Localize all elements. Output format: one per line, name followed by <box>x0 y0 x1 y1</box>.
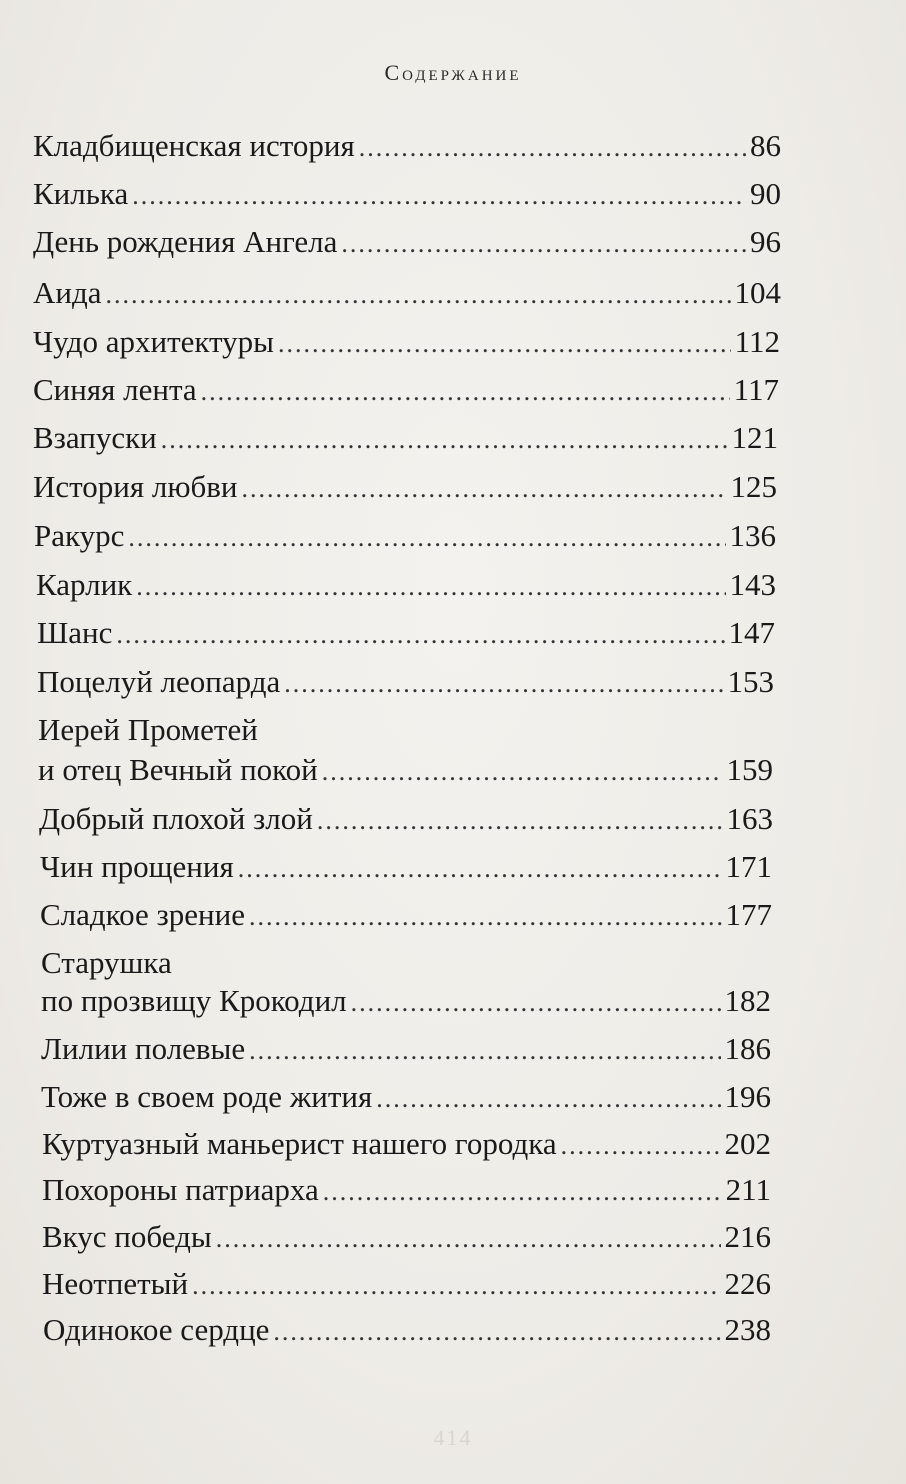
toc-entry-page: 186 <box>724 1031 771 1066</box>
toc-leader-dots <box>192 1264 720 1308</box>
toc-entry-title: Одинокое сердце <box>43 1312 270 1347</box>
toc-entry-title: Аида <box>33 275 102 310</box>
toc-leader-dots <box>273 1310 720 1354</box>
toc-entry <box>36 563 776 607</box>
toc-entry <box>33 271 781 315</box>
toc-entry-title: и отец Вечный покой <box>38 752 318 787</box>
toc-leader-dots <box>249 1029 720 1073</box>
toc-leader-dots <box>132 174 746 218</box>
toc-entry-title: Килька <box>33 176 129 211</box>
toc-entry-title: Неотпетый <box>42 1266 189 1301</box>
toc-entry <box>33 368 779 412</box>
toc-entry <box>41 979 771 1023</box>
toc-entry-page: 171 <box>725 849 772 884</box>
toc-entry <box>39 797 773 841</box>
toc-entry-title: День рождения Ангела <box>33 224 338 259</box>
toc-entry-page: 226 <box>724 1266 771 1301</box>
toc-leader-dots <box>238 847 722 891</box>
toc-entry-title: Поцелуй леопарда <box>37 664 281 699</box>
page-heading: Содержание <box>384 60 522 85</box>
toc-leader-dots <box>136 565 725 609</box>
toc-entry-page: 125 <box>730 469 777 504</box>
toc-entry <box>37 611 775 655</box>
toc-leader-dots <box>322 750 723 794</box>
toc-entry <box>41 1075 771 1119</box>
toc-entry-title: Карлик <box>36 567 133 602</box>
toc-leader-dots <box>284 662 723 706</box>
toc-entry-page: 159 <box>726 752 773 787</box>
toc-leader-dots <box>317 799 723 843</box>
toc-entry <box>33 320 780 364</box>
toc-entry-page: 86 <box>750 128 781 163</box>
toc-entry <box>37 660 774 704</box>
toc-entry-page: 104 <box>734 275 781 310</box>
toc-entry <box>42 1122 771 1166</box>
toc-entry-page: 112 <box>734 324 780 359</box>
toc-leader-dots <box>323 1170 722 1214</box>
toc-leader-dots <box>216 1217 721 1261</box>
toc-leader-dots <box>376 1077 720 1121</box>
toc-leader-dots <box>128 516 725 560</box>
toc-leader-dots <box>161 418 728 462</box>
toc-entry <box>33 172 781 216</box>
toc-entry <box>42 1215 771 1259</box>
toc-entry-page: 143 <box>729 567 776 602</box>
toc-entry-title: История любви <box>33 469 238 504</box>
toc-entry <box>40 893 772 937</box>
toc-leader-dots <box>249 895 722 939</box>
toc-leader-dots <box>201 370 730 414</box>
toc-entry-page: 177 <box>725 897 772 932</box>
toc-entry-title: Тоже в своем роде жития <box>41 1079 373 1114</box>
toc-entry-title: Синяя лента <box>33 372 197 407</box>
toc-leader-dots <box>359 126 746 170</box>
toc-entry-page: 90 <box>750 176 781 211</box>
toc-entry-title: Чудо архитектуры <box>33 324 274 359</box>
toc-entry <box>33 465 777 509</box>
toc-entry-page: 153 <box>727 664 774 699</box>
toc-entry-title-line1: Иерей Прометей <box>38 712 258 747</box>
toc-entry-title: Ракурс <box>34 518 125 553</box>
toc-leader-dots <box>106 273 731 317</box>
toc-entry-page: 117 <box>733 372 779 407</box>
toc-entry <box>42 1262 771 1306</box>
toc-entry-page: 147 <box>728 615 775 650</box>
toc-entry-title: Сладкое зрение <box>40 897 245 932</box>
toc-entry <box>41 1027 771 1071</box>
toc-entry-title: Лилии полевые <box>41 1031 246 1066</box>
toc-entry-title: Куртуазный маньерист нашего городка <box>42 1126 557 1161</box>
toc-entry <box>33 220 781 264</box>
toc-entry-title: Шанс <box>37 615 113 650</box>
page-folio: 414 <box>433 1425 473 1450</box>
toc-entry <box>33 124 781 168</box>
toc-entry-page: 136 <box>729 518 776 553</box>
toc-entry-page: 182 <box>724 983 771 1018</box>
toc-entry <box>42 1168 771 1212</box>
toc-entry-page: 96 <box>750 224 781 259</box>
toc-leader-dots <box>561 1124 721 1168</box>
toc-entry-page: 211 <box>725 1172 771 1207</box>
toc-entry-title-line1: Старушка <box>41 945 172 980</box>
toc-entry-title: по прозвищу Крокодил <box>41 983 347 1018</box>
toc-entry-page: 163 <box>726 801 773 836</box>
toc-leader-dots <box>351 981 721 1025</box>
toc-entry <box>38 748 773 792</box>
toc-entry-title: Кладбищенская история <box>33 128 355 163</box>
toc-leader-dots <box>278 322 731 366</box>
toc-entry <box>43 1308 771 1352</box>
toc-entry-title: Похороны патриарха <box>42 1172 319 1207</box>
toc-entry-title: Добрый плохой злой <box>39 801 313 836</box>
toc-leader-dots <box>116 613 724 657</box>
toc-leader-dots <box>242 467 727 511</box>
toc-entry <box>34 514 776 558</box>
toc-leader-dots <box>341 222 746 266</box>
toc-entry <box>33 416 778 460</box>
toc-entry <box>40 845 772 889</box>
toc-entry-title: Чин прощения <box>40 849 234 884</box>
toc-entry-page: 238 <box>724 1312 771 1347</box>
toc-entry-title: Вкус победы <box>42 1219 212 1254</box>
toc-entry-page: 202 <box>724 1126 771 1161</box>
toc-entry-page: 121 <box>731 420 778 455</box>
toc-entry-page: 196 <box>724 1079 771 1114</box>
toc-entry-title: Взапуски <box>33 420 157 455</box>
toc-entry-page: 216 <box>724 1219 771 1254</box>
